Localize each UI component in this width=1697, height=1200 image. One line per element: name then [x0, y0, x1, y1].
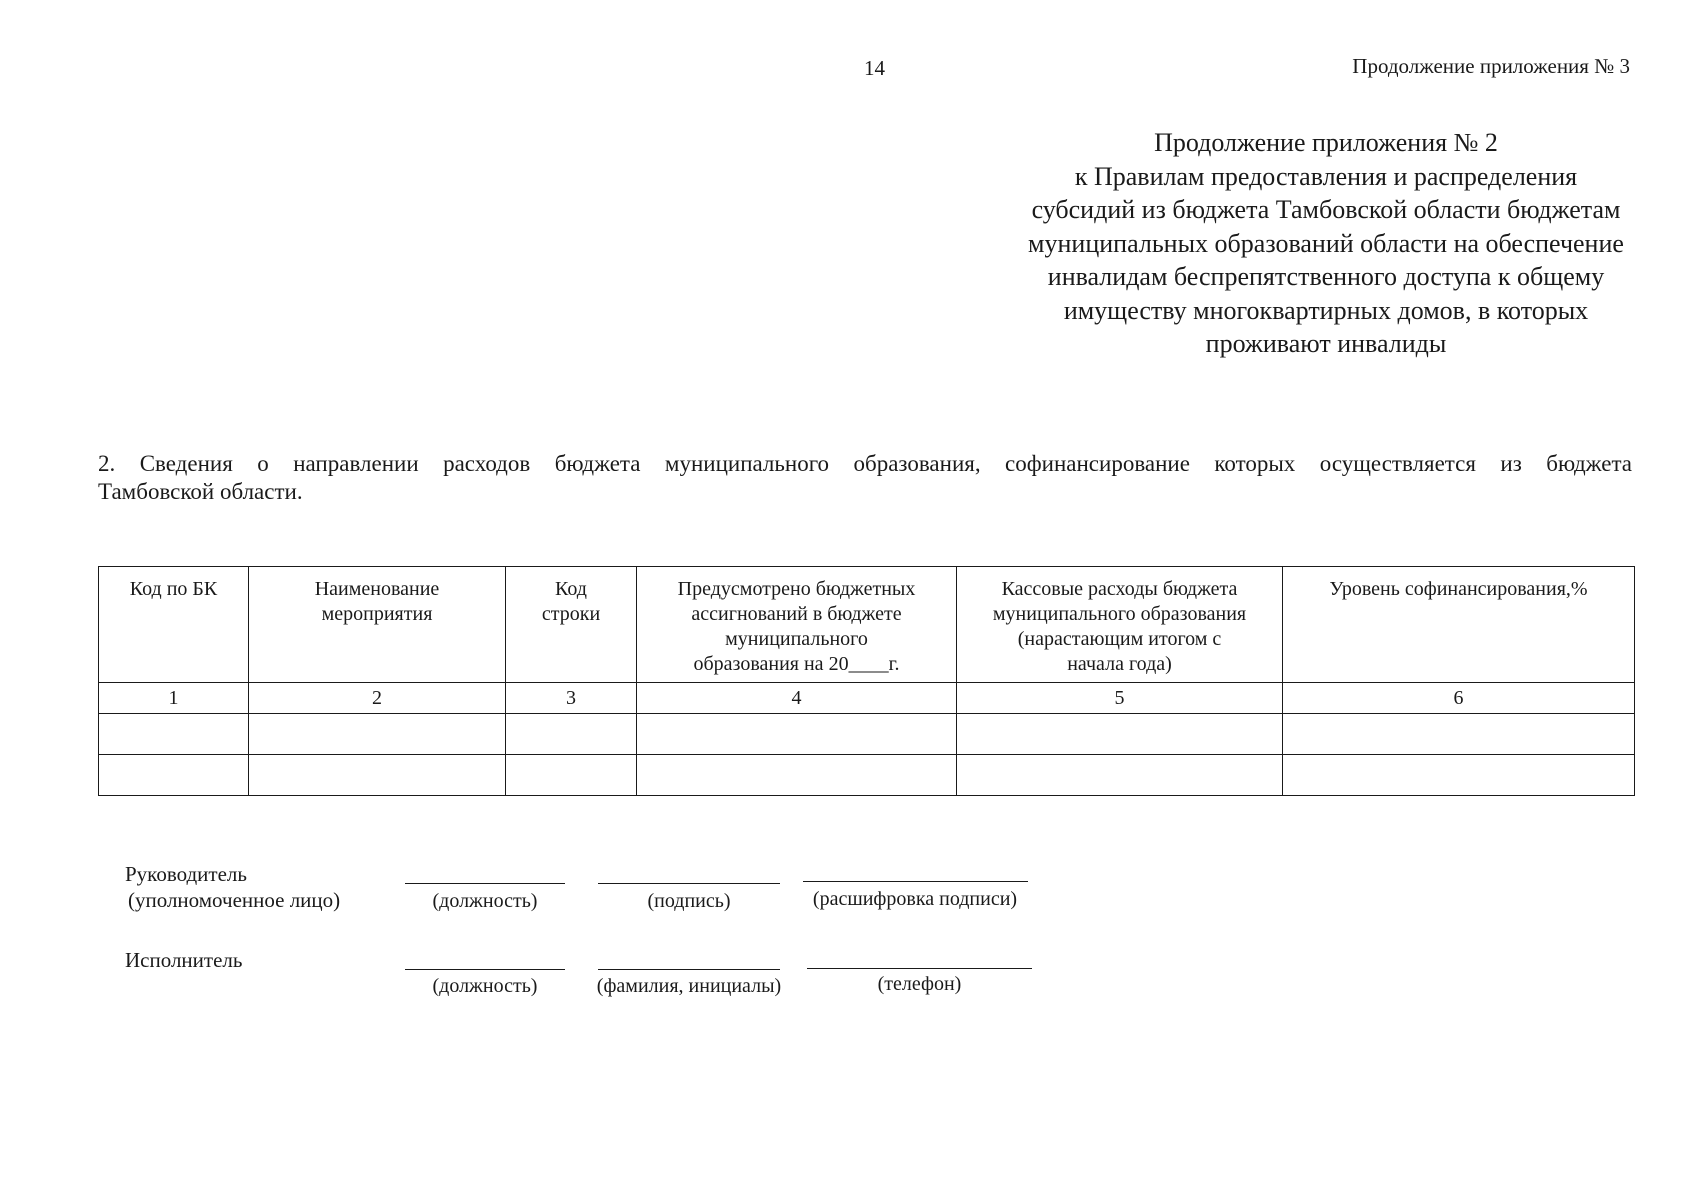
- table-cell[interactable]: [99, 755, 249, 796]
- column-number: 6: [1283, 683, 1635, 714]
- column-number: 1: [99, 683, 249, 714]
- table-cell[interactable]: [637, 755, 957, 796]
- header-cell-cash-expenses: Кассовые расходы бюджета муниципального образования (нарастающим итогом с начала года): [957, 567, 1283, 683]
- executor-name-caption: (фамилия, инициалы): [596, 975, 782, 997]
- executor-position-line[interactable]: [405, 969, 565, 970]
- header-cell-planned: Предусмотрено бюджетных ассигнований в бюджете муниципального образования на 20____г.: [637, 567, 957, 683]
- appendix-line: Продолжение приложения № 2: [1154, 128, 1498, 157]
- table-cell[interactable]: [957, 755, 1283, 796]
- appendix-line: имуществу многоквартирных домов, в которых: [1063, 295, 1589, 325]
- table-cell[interactable]: [637, 714, 957, 755]
- head-signature-caption: (подпись): [647, 890, 731, 912]
- table-cell[interactable]: [99, 714, 249, 755]
- table-cell[interactable]: [957, 714, 1283, 755]
- head-position-line[interactable]: [405, 883, 565, 884]
- head-signature-line[interactable]: [598, 883, 780, 884]
- table-cell[interactable]: [1283, 755, 1635, 796]
- table-cell[interactable]: [506, 714, 637, 755]
- appendix-line: муниципальных образований области на обеспечение: [1028, 228, 1624, 258]
- appendix-title-block: [985, 126, 1667, 361]
- head-decoding-line[interactable]: [803, 881, 1028, 882]
- table-cell[interactable]: [1283, 714, 1635, 755]
- appendix-line: к Правилам предоставления и распределения: [1074, 161, 1578, 191]
- executor-phone-caption: (телефон): [877, 973, 962, 995]
- head-decoding-caption: (расшифровка подписи): [812, 888, 1018, 910]
- executor-position-caption: (должность): [432, 975, 538, 997]
- head-sublabel: (уполномоченное лицо): [128, 888, 341, 912]
- section-heading-line2: Тамбовской области.: [98, 479, 303, 504]
- expenditure-table: [98, 566, 1635, 796]
- executor-label: Исполнитель: [125, 948, 243, 972]
- table-cell[interactable]: [506, 755, 637, 796]
- column-number: 4: [637, 683, 957, 714]
- continuation-header: Продолжение приложения № 3: [1352, 54, 1630, 78]
- column-number: 2: [249, 683, 506, 714]
- header-cell-line-code: Код строки: [506, 567, 637, 683]
- column-number-row: [99, 683, 1635, 714]
- appendix-line: субсидий из бюджета Тамбовской области бюджетам: [1031, 195, 1621, 224]
- header-cell-cofinancing: Уровень софинансирования,%: [1283, 567, 1635, 683]
- header-cell-activity: Наименование мероприятия: [249, 567, 506, 683]
- table-row: [99, 755, 1635, 796]
- table-row: [99, 714, 1635, 755]
- section-heading-line1: 2. Сведения о направлении расходов бюджета муниципального образования, софинансирование которых осуществляется из бюджета: [98, 451, 1632, 476]
- head-position-caption: (должность): [432, 890, 538, 912]
- table-header-row: [99, 567, 1635, 683]
- column-number: 5: [957, 683, 1283, 714]
- table-cell[interactable]: [249, 755, 506, 796]
- header-cell-kbk: Код по БК: [99, 567, 249, 683]
- column-number: 3: [506, 683, 637, 714]
- appendix-line: инвалидам беспрепятственного доступа к общему: [1047, 262, 1605, 291]
- executor-phone-line[interactable]: [807, 968, 1032, 969]
- head-label: Руководитель: [125, 862, 247, 886]
- page-number: 14: [864, 56, 885, 80]
- table-cell[interactable]: [249, 714, 506, 755]
- executor-name-line[interactable]: [598, 969, 780, 970]
- appendix-line: проживают инвалиды: [1205, 329, 1447, 358]
